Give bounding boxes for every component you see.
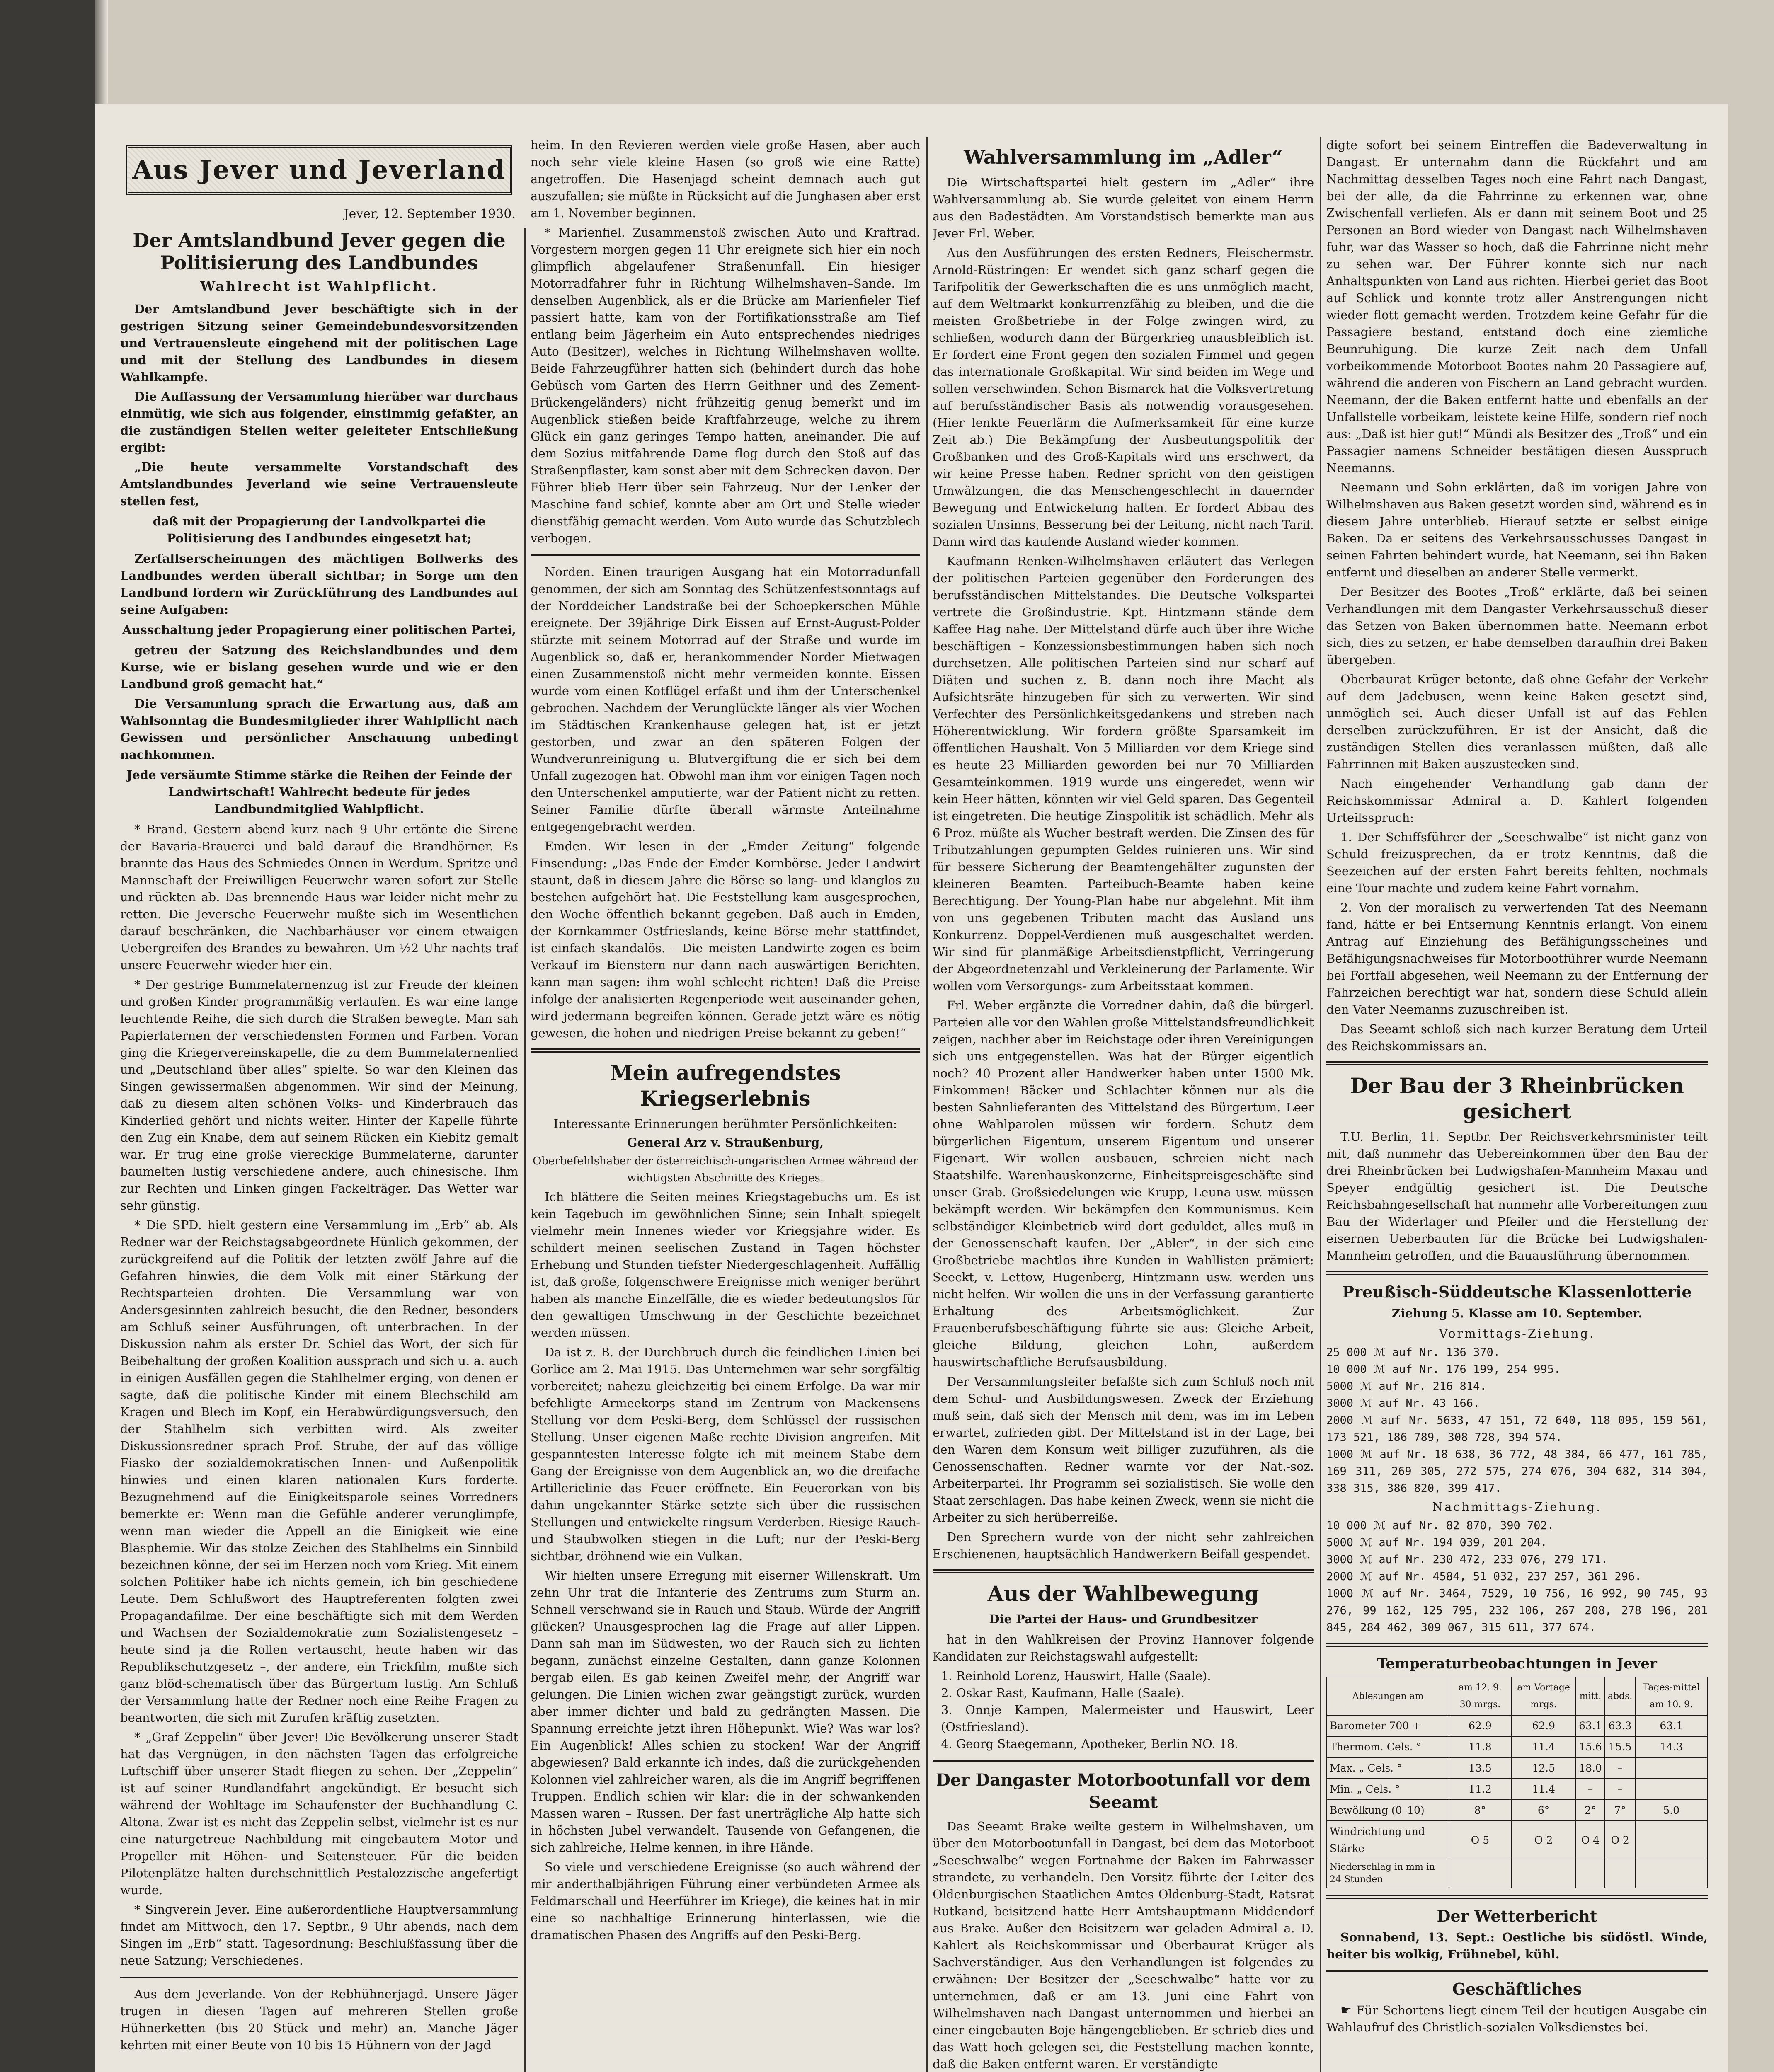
table-header: am 12. 9. 30 mrgs. [1449, 1677, 1511, 1715]
paragraph: Ich blättere die Seiten meines Kriegstagebuchs um. Es ist kein Tagebuch im gewöhnlichen Sinne; sein Inhalt spiegelt vielmehr mein Innenes wieder vor Kriegsjahre wider. Es schildert meinen seelischen Zustand in Tagen höchster Erhebung und Stunden tiefster Niedergeschlagenheit. Auffällig ist, daß große, folgenschwere Ereignisse mich weniger berührt haben als manche Einzelfälle, die es wieder bedeutungslos für den gewaltigen Umschwung in der Geschichte bezeichnet werden müssen. [531, 1190, 920, 1340]
candidate-item: 3. Onnje Kampen, Malermeister und Hauswirt, Leer (Ostfriesland). [941, 1703, 1314, 1734]
article-subtitle-wahlrecht: Wahlrecht ist Wahlpflicht. [200, 278, 438, 294]
masthead-title: Aus Jever und Jeverland [132, 155, 506, 185]
subtitle: Die Partei der Haus- und Grundbesitzer [989, 1612, 1258, 1626]
column-1 [120, 137, 518, 2072]
author-name: General Arz v. Straußenburg, [627, 1135, 824, 1150]
news-bummelaternen: * Der gestrige Bummelaternenzug ist zur Freude der kleinen und großen Kinder programmäßig verlaufen. Es war eine lange leuchtende Reihe, die sich durch die Straßen bewegte. Man sah Papierlaternen der verschiedensten Formen und Farben. Voran ging die Kriegervereinskapelle, die zu dem Bummelaternenlied und „Deutschland über alles“ spielte. So war den Kleinen das Singen gewissermaßen abgenommen. Wir sind der Meinung, daß zu diesem alten schönen Volks- und Kinderbrauch das Kinderlied gehört und nichts weiter. Hinter der Kapelle führte den Zug ein Knabe, dem auf seinem Rücken ein Kiebitz gemalt war. Er trug eine große viereckige Bummelaterne, darunter baumelten lustig verschiedene andere, auch chinesische. Ihm zur Rechten und Linken gingen Fackelträger. Das Wetter war sehr günstig. [120, 978, 518, 1213]
paragraph: hat in den Wahlkreisen der Provinz Hannover folgende Kandidaten zur Reichstagswahl aufgestellt: [933, 1632, 1314, 1663]
lottery-afternoon-heading: Nachmittags-Ziehung. [1432, 1500, 1602, 1514]
business-title: Geschäftliches [1452, 1980, 1582, 1998]
weather-title: Der Wetterbericht [1437, 1907, 1597, 1925]
table-header: am Vortage mrgs. [1511, 1677, 1576, 1715]
masthead-box [126, 145, 512, 195]
paragraph: T.U. Berlin, 11. Septbr. Der Reichsverkehrsminister teilt mit, daß nunmehr das Uebereinkommen über den Bau der drei Rheinbrücken bei Ludwigshafen-Mannheim Maxau und Speyer endgültig gesichert ist. Die Deutsche Reichsbahngesellschaft hat nunmehr alle Vorbereitungen zum Bau der Widerlager und Pfeiler und die Herstellung der eisernen Ueberbauten für die Brücke bei Ludwigshafen-Mannheim getroffen, und die Bauausführung übernommen. [1326, 1130, 1708, 1263]
lottery-line: 25 000 ℳ auf Nr. 136 370. [1326, 1346, 1500, 1359]
table-row: Niederschlag in mm in 24 Stunden [1327, 1859, 1707, 1888]
news-spd: * Die SPD. hielt gestern eine Versammlung im „Erb“ ab. Als Redner war der Reichstagsabgeordnete Hünlich gekommen, der zurückgreifend auf die Politik der letzten zwölf Jahre auf die Gefahren hinwies, die dem Volk mit einer Stärkung der Rechtsparteien drohten. Die Versammlung war von Andersgesinnten zahlreich besucht, die den Redner, besonders am Schluß seiner Ausführungen, oft unterbrachen. In der Diskussion nahm als erster Dr. Schiel das Wort, der sich für Beibehaltung der großen Koalition aussprach und sich u. a. auch in einigen Ausfällen gegen die Stahlhelmer erging, von denen er sagte, daß die politische Kinder mit einem Blechschild am Kragen und Blech im Kopf, ein Herabwürdigungsversuch, den der Stahlhelm sich verbitten wird. Als zweiter Diskussionsredner sprach Prof. Strube, der auf das völlige Fiasko der sozialdemokratischen Innen- und Außenpolitik hinwies und einen klaren nationalen Kurs forderte. Bezugnehmend auf die Einigkeitsparole seines Vorredners bemerkte er: Wenn man die Gefühle anderer verunglimpfe, wenn man wieder die Appell an die Einigkeit wie eine Blasphemie. Wir das stolze Zeichen des Stahlhelms ein Sinnbild bezeichnen könne, der sei im Herzen noch vom Krieg. Mit einem solchen Politiker habe ich nichts gemein, ich bin geschiedene Leute. Dem Schlußwort des Hauptreferenten folgten zwei Propagandafilme. Der eine beschäftigte sich mit dem Werden und Wachsen der Sozialdemokratie zum Sozialistengesetz – heute sind ja die Rollen vertauscht, heute haben wir das Republikschutzgesetz –, der andere, ein Trickfilm, mußte sich ganz blöd-schematisch über das Bürgertum lustig. Am Schluß der Versammlung hatte der Redner noch eine Reihe Fragen zu beantworten, die sich mit Zurufen kräftig zusetzten. [120, 1218, 518, 1725]
table-row: Max. „ Cels. ° 13.5 12.5 18.0 – [1327, 1757, 1707, 1779]
paragraph: Oberbaurat Krüger betonte, daß ohne Gefahr der Verkehr auf dem Jadebusen, wenn keine Baken gesetzt sind, unmöglich sei. Auch dieser Unfall ist auf das Fehlen derselben zurückzuführen. Er ist der Ansicht, daß die zuständigen Stellen dies veranlassen müßten, daß alle Fahrrinnen mit Baken auszustecken sind. [1326, 672, 1708, 771]
table-header: Ablesungen am [1327, 1677, 1449, 1715]
double-divider [1326, 1895, 1708, 1899]
article-title-wahlbewegung: Aus der Wahlbewegung [987, 1581, 1259, 1606]
paragraph: Das Seeamt schloß sich nach kurzer Beratung dem Urteil des Reichskommissars an. [1326, 1022, 1708, 1053]
column-4 [1326, 137, 1708, 2072]
column-2 [531, 137, 920, 2072]
paragraph: digte sofort bei seinem Eintreffen die Badeverwaltung in Dangast. Er unternahm dann die Rückfahrt und am Nachmittag desselben Tages noch eine Fahrt nach Dangast, bei der alle, da die Fahrrinne zu erkennen war, ohne Zwischenfall verliefen. Als er dann mit seinem Boot und 25 Personen an Bord wieder von Dangast nach Wilhelmshaven fuhr, war das Wasser so hoch, daß die Fahrrinne nicht mehr zu sehen war. Der Führer konnte sich nur nach Anhaltspunkten von Land aus richten. Hierbei geriet das Boot auf Schlick und konnte trotz aller Anstrengungen nicht wieder flott gemacht werden. Trotzdem keine Gefahr für die Passagiere bestand, entstand doch eine ziemliche Beunruhigung. Die kurze Zeit nach dem Unfall vorbeikommende Motorboot Bootes nahm 20 Passagiere auf, während die anderen von Fischern an Land gebracht wurden. Neemann, der die Baken entfernt hatte und ebenfalls an der Unfallstelle vorbeikam, leistete keine Hilfe, sondern rief noch aus: „Daß ist hier gut!“ Mündi als Besitzer des „Troß“ und ein Passagier namens Schneider bestätigen diesen Ausspruch Neemanns. [1326, 138, 1708, 475]
lottery-line: 5000 ℳ auf Nr. 216 814. [1326, 1380, 1487, 1393]
table-row: Thermom. Cels. ° 11.8 11.4 15.6 15.5 14.3 [1327, 1736, 1707, 1757]
weather-text: Sonnabend, 13. Sept.: Oestliche bis südöstl. Winde, heiter bis wolkig, Frühnebel, kühl. [1326, 1930, 1708, 1961]
column-rule [524, 228, 526, 2072]
table-row: Windrichtung und Stärke O 5 O 2 O 4 O 2 [1327, 1821, 1707, 1859]
paragraph: Den Sprechern wurde von der nicht sehr zahlreichen Erschienenen, hauptsächlich Handwerkern Beifall gespendet. [933, 1530, 1314, 1561]
paragraph: 2. Von der moralisch zu verwerfenden Tat des Neemann fand, hätte er bei Entsernung Kenntnis erlangt. Von einem Antrag auf Einziehung des Befähigungsscheines und Befähigungsnachweises für Motorbootführer wurde Neemann bei Fortfall abgesehen, weil Neemann zu der Entfernung der Fahrzeichen berechtigt war hat, sondern diese Schuld allein den Vater Neemanns zuzuschreiben ist. [1326, 900, 1708, 1017]
lottery-line: 10 000 ℳ auf Nr. 176 199, 254 995. [1326, 1363, 1561, 1376]
paragraph: Die Wirtschaftspartei hielt gestern im „Adler“ ihre Wahlversammlung ab. Sie wurde geleitet von einem Herrn aus den Badestädten. Am Vorstandstisch bemerkte man aus Jever Frl. Weber. [933, 175, 1314, 240]
candidate-item: 1. Reinhold Lorenz, Hauswirt, Halle (Saale). [941, 1669, 1211, 1683]
paragraph: Da ist z. B. der Durchbruch durch die feindlichen Linien bei Gorlice am 2. Mai 1915. Das Unternehmen war sehr sorgfältig vorbereitet; nahezu gleichzeitig bei einem Erfolge. Da war mir befehligte Armeekorps stand im Zentrum von Mackensens Stellung vor dem Peski-Berg, dem Schlüssel der russischen Stellung. Unser eigenen Maße rechte Division angreifen. Mit gespanntesten Interesse folgte ich mit meinem Stabe dem Gang der Ereignisse von dem Augenblick an, wo die dreifache Artillerielinie das Feuer eröffnete. Ein Feuerorkan von bis dahin ungekannter Stärke setzte sich über die russischen Stellungen und entwickelte ringsum Verderben. Riesige Rauch- und Staubwolken stiegen in die Luft; nur der Peski-Berg sichtbar, dröhnend wie ein Vulkan. [531, 1345, 920, 1563]
binding-strip [0, 0, 95, 2072]
paragraph: Die Auffassung der Versammlung hierüber war durchaus einmütig, wie sich aus folgender, einstimmig gefaßter, an die zuständigen Stellen weiter geleiteter Entschließung ergibt: [120, 390, 518, 455]
newspaper-page [95, 104, 1728, 2072]
temperature-table [1326, 1677, 1708, 1888]
table-header: Tages-mittel am 10. 9. [1635, 1677, 1707, 1715]
lottery-line: 2000 ℳ auf Nr. 5633, 47 151, 72 640, 118 095, 159 561, 173 521, 186 789, 308 728, 394 574. [1326, 1414, 1708, 1444]
lottery-line: 5000 ℳ auf Nr. 194 039, 201 204. [1326, 1536, 1547, 1549]
news-emden: Emden. Wir lesen in der „Emder Zeitung“ folgende Einsendung: „Das Ende der Emder Kornbörse. Jeder Landwirt staunt, daß in diesem Jahre die Börse so lang- und klanglos zu bestehen aufgehört hat. Die Feststellung kam ausgesprochen, den Woche öffentlich bekannt gegeben. Daß auch in Emden, der Kornkammer Ostfrieslands, keine Börse mehr stattfindet, ist einfach skandalös. – Die meisten Landwirte zogen es beim Verkauf im Bienstern nur dann nach auswärtigen Berichten. kann man sagen: ihm wohl schlecht richten! Daß die Preise infolge der analisierten Regenperiode weit auseinander gehen, wird jedermann begreifen können. Gerade jetzt wäre es nötig gewesen, die hohen und niedrigen Preise bekannt zu geben!“ [531, 839, 920, 1040]
temperature-title: Temperaturbeobachtungen in Jever [1377, 1656, 1657, 1672]
lottery-subtitle: Ziehung 5. Klasse am 10. September. [1391, 1306, 1643, 1320]
paragraph: Der Amtslandbund Jever beschäftigte sich in der gestrigen Sitzung seiner Gemeindebundesvorsitzenden und Vertrauensleute eingehend mit der politischen Lage und mit der Stellung des Landbundes in diesem Wahlkampfe. [120, 302, 518, 384]
lottery-line: 2000 ℳ auf Nr. 4584, 51 032, 237 257, 361 296. [1326, 1570, 1642, 1583]
news-norden: Norden. Einen traurigen Ausgang hat ein Motorradunfall genommen, der sich am Sonntag des Schützenfestsonntags auf der Norddeicher Landstraße bei der Schoepkerschen Mühle ereignete. Der 39jährige Dirk Eissen auf Ernst-August-Polder stürzte mit seinem Motorrad auf der Straße und wurde im Augenblick so, daß er, herankommender Norder Mietwagen einen Zusammenstoß nicht mehr vermeiden konnte. Eissen wurde vom einen Kotflügel erfaßt und ihm der Unterschenkel gebrochen. Nachdem der Verunglückte länger als vier Wochen im Städtischen Krankenhause gelegen hat, ist er jetzt gestorben, und zwar an den späteren Folgen der Wundverunreinigung u. Blutvergiftung die er sich bei dem Unfall zugezogen hat. Obwohl man ihm vor einigen Tagen noch den Unterschenkel amputierte, war der Patient nicht zu retten. Seiner Familie dürfte überall wärmste Anteilnahme entgegengebracht werden. [531, 565, 920, 834]
author-description: Oberbefehlshaber der österreichisch-ungarischen Armee während der wichtigsten Abschnitte des Krieges. [532, 1155, 919, 1184]
divider [1326, 1970, 1708, 1972]
double-divider [531, 1048, 920, 1053]
divider [120, 1977, 518, 1978]
table-row: Min. „ Cels. ° 11.2 11.4 – – [1327, 1779, 1707, 1800]
column-rule [1320, 137, 1321, 2072]
news-brand: * Brand. Gestern abend kurz nach 9 Uhr ertönte die Sirene der Bavaria-Brauerei und bald darauf die Brandhörner. Es brannte das Haus des Schmiedes Onnen in Werdum. Spritze und Mannschaft der Freiwilligen Feuerwehr waren sofort zur Stelle und rückten ab. Das brennende Haus war leider nicht mehr zu retten. Die Jeversche Feuerwehr mußte sich im Wesentlichen darauf beschränken, die Nachbarhäuser vor einem etwaigen Uebergreifen des Brandes zu bewahren. Um ½2 Uhr nachts traf unsere Feuerwehr wieder hier ein. [120, 822, 518, 972]
table-row: Bewölkung (0–10) 8° 6° 2° 7° 5.0 [1327, 1800, 1707, 1821]
dateline: Jever, 12. September 1930. [344, 207, 516, 221]
news-rebhuehnerjagd: Aus dem Jeverlande. Von der Rebhühnerjagd. Unsere Jäger trugen in diesen Tagen auf mehreren Stellen große Hühnerketten (bis 20 Stück und mehr) an. Manche Jäger kehrten mit einer Beute von 10 bis 15 Hühnern von der Jagd [120, 1987, 518, 2052]
lottery-morning-heading: Vormittags-Ziehung. [1439, 1326, 1595, 1341]
paragraph: Der Besitzer des Bootes „Troß“ erklärte, daß bei seinen Verhandlungen mit dem Dangaster Verkehrsausschuß dieser das Setzen von Baken übernommen hatte. Neemann erbot sich, dies zu setzen, er habe demselben daraufhin drei Baken übergeben. [1326, 585, 1708, 667]
business-notice: ☛ Für Schortens liegt einem Teil der heutigen Ausgabe ein Wahlaufruf des Christlich-sozialen Volksdienstes bei. [1326, 2003, 1708, 2034]
paragraph: 1. Der Schiffsführer der „Seeschwalbe“ ist nicht ganz von Schuld freizusprechen, da er trotz Kenntnis, daß die Seezeichen auf der ersten Fahrt bereits fehlten, nochmals eine Tour machte und zudem keine Fahrt vornahm. [1326, 830, 1708, 895]
candidate-item: 4. Georg Staegemann, Apotheker, Berlin NO. 18. [941, 1737, 1238, 1751]
paragraph: „Die heute versammelte Vorstandschaft des Amtslandbundes Jeverland wie seine Vertrauensleute stellen fest, [120, 460, 518, 508]
double-divider [1326, 1271, 1708, 1275]
paragraph: Das Seeamt Brake weilte gestern in Wilhelmshaven, um über den Motorbootunfall in Dangast, bei dem das Motorboot „Seeschwalbe“ wegen Fortnahme der Baken im Fahrwasser strandete, zu verhandeln. Den Vorsitz führte der Leiter des Oldenburgischen Staatlichen Amtes Oldenburg-Stadt, Ratsrat Rutkand, beisitzend hatte Herr Amtshauptmann Middendorf aus Brake. Außer den Beisitzern war geladen Admiral a. D. Kahlert als Reichskommissar und Oberbaurat Krüger als Sachverständiger. Aus den Verhandlungen ist folgendes zu erwähnen: Der Besitzer der „Seeschwalbe“ hatte vor zu unternehmen, daß er am 13. Juni eine Fahrt von Wilhelmshaven nach Dangast unternommen und hierbei an einer eingebauten Boje hängengeblieben. Er schrieb dies und das Watt hoch gelegen sei, die Feststellung machen konnte, daß die Baken entfernt waren. Er verständigte [933, 1819, 1314, 2071]
lottery-line: 10 000 ℳ auf Nr. 82 870, 390 702. [1326, 1519, 1554, 1532]
lottery-line: 3000 ℳ auf Nr. 43 166. [1326, 1397, 1480, 1410]
paragraph: Neemann und Sohn erklärten, daß im vorigen Jahre von Wilhelmshaven aus Baken gesetzt worden sind, während es in diesem Jahre unterblieb. Hierauf setzte er selbst einige Baken. Da er seitens des Verkehrsausschusses Dangast in seinen Fahrten behindert wurde, hat Neemann, sei ihn Baken entfernt und dieselben an anderer Stelle vermerkt. [1326, 480, 1708, 579]
pointing-hand-icon: ☛ [1340, 2003, 1357, 2018]
double-divider [933, 1569, 1314, 1573]
column-rule [926, 137, 928, 2072]
paragraph: So viele und verschiedene Ereignisse (so auch während der mir anderthalbjährigen Führung einer verbündeten Armee als Feldmarschall und Heerführer im Kriege), die keines hat in mir eine so nachhaltige Erinnerung hinterlassen, wie die dramatischen Phasen des Angriffs auf den Peski-Berg. [531, 1860, 920, 1942]
paragraph: Wir hielten unsere Erregung mit eiserner Willenskraft. Um zehn Uhr trat die Infanterie des Zentrums zum Sturm an. Schnell verschwand sie in Rauch und Staub. Würde der Angriff glücken? Unausgesprochen lag die Frage auf aller Lippen. Dann sah man im Südwesten, wo der Rauch sich zu lichten begann, zunächst einzelne Gestalten, dann ganze Kolonnen bergab eilen. Es gab keinen Zweifel mehr, der Angriff war gelungen. Die Linien wichen zwar geängstigt zurück, wurden aber immer dichter und bald zu gedrängten Massen. Die Spannung erreichte jetzt ihren Höhepunkt. Wie? Was war los? Ein Augenblick! Alles schien zu stocken! War der Angriff abgewiesen? Bald erkannte ich indes, daß die zurückgehenden Kolonnen viel zahlreicher waren, als die im Angriff begriffenen Truppen. Endlich schien wir klar: die in der schwankenden Massen waren – Russen. Der fast unerträgliche Alp hatte sich in höchsten Jubel verwandelt. Tausende von Gefangenen, die sich zahlreiche, Helme kennen, in ihre Hände. [531, 1569, 920, 1854]
paragraph: Die Versammlung sprach die Erwartung aus, daß am Wahlsonntag die Bundesmitglieder ihrer Wahlpflicht nach Gewissen und persönlicher Anschauung unbedingt nachkommen. [120, 697, 518, 762]
article-title-dangast: Der Dangaster Motorbootunfall vor dem Seeamt [936, 1770, 1311, 1812]
article-title-kriegserlebnis: Mein aufregendstes Kriegserlebnis [610, 1060, 841, 1111]
divider [531, 554, 920, 556]
article-title-rheinbruecken: Der Bau der 3 Rheinbrücken gesichert [1350, 1073, 1684, 1123]
news-zeppelin: * „Graf Zeppelin“ über Jever! Die Bevölkerung unserer Stadt hat das Vergnügen, in den nächsten Tagen das erfolgreiche Luftschiff über unserer Stadt fliegen zu sehen. Der „Zeppelin“ ist auf seiner Rundlandfahrt angekündigt. Er besucht sich während der Wohltage im Schaufenster der Buchhandlung C. Altona. Zwar ist es nicht das Zeppelin selbst, vielmehr ist es nur eine naturgetreue Nachbildung mit eingebautem Motor und Propeller mit Höhen- und Seitensteuer. Für die beiden Pilotenplätze halten durchschnittlich Pestalozzische angefertigt wurde. [120, 1730, 518, 1897]
subtitle: Interessante Erinnerungen berühmter Persönlichkeiten: [553, 1117, 897, 1131]
double-divider [1326, 1061, 1708, 1065]
news-singverein: * Singverein Jever. Eine außerordentliche Hauptversammlung findet am Mittwoch, den 17. Septbr., 9 Uhr abends, nach dem Singen im „Erb“ statt. Tagesordnung: Beschlußfassung über die neue Satzung; Verschiedenes. [120, 1903, 518, 1968]
paragraph: Der Versammlungsleiter befaßte sich zum Schluß noch mit dem Schul- und Ausbildungswesen. Zweck der Erziehung muß sein, daß sich der Mensch mit dem, was im im Leben erwartet, zufrieden gibt. Der Mittelstand ist in der Lage, bei den Waren dem Konsum weit billiger zuzuführen, als die Genossenschaften. Redner warnte vor der Nat.-soz. Arbeiterpartei. Ihr Programm sei sozialistisch. Sie wolle den Staat zerschlagen. Das habe keinen Zweck, wenn sie nicht die Arbeiter zu sich herüberreiße. [933, 1375, 1314, 1525]
article-title-amtslandbund: Der Amtslandbund Jever gegen die Politisierung des Landbundes [133, 229, 506, 274]
lottery-line: 3000 ℳ auf Nr. 230 472, 233 076, 279 171. [1326, 1553, 1608, 1566]
table-header: abds. [1605, 1677, 1636, 1715]
table-header: mitt. [1576, 1677, 1605, 1715]
news-marienfiel: * Marienfiel. Zusammenstoß zwischen Auto und Kraftrad. Vorgestern morgen gegen 11 Uhr ereignete sich hier ein noch glimpflich abgelaufener Straßenunfall. Ein hiesiger Motorradfahrer fuhr in Richtung Wilhelmshaven–Sande. Im denselben Augenblick, als er die Brücke am Marienfieler Tief passiert hatte, kam von der Fortifikationsstraße am Tief entlang beim Jägerheim ein Auto entsprechendes niedriges Auto (Besitzer), welches in Richtung Wilhelmshaven wollte. Beide Fahrzeugführer hatten sich (behindert durch das hohe Gebüsch vom Garten des Herrn Geithner und des Zement-Brückengeländers) nicht frühzeitig genug bemerkt und im Augenblick stießen beide Kraftfahrzeuge, welche zu ihrem Glück ein ganz geringes Tempo hatten, aneinander. Die auf dem Sozius mitfahrende Dame flog durch den Stoß auf das Straßenpflaster, kam sonst aber mit dem Schrecken davon. Der Führer blieb Herr über sein Fahrzeug. Nur der Lenker der Maschine fand schief, konnte aber am Ort und Stelle wieder dienstfähig gemacht werden. Vom Auto wurde das Schutzblech verbogen. [531, 225, 920, 545]
paragraph: Aus den Ausführungen des ersten Redners, Fleischermstr. Arnold-Rüstringen: Er wendet sich ganz scharf gegen die Tarifpolitik der Gewerkschaften die es uns unmöglich macht, auf dem Weltmarkt konkurrenzfähig zu bleiben, und die die meisten Großbetriebe in der Folge zwingen wird, zu schließen, wodurch dann der Bürgerkrieg unausbleiblich ist. Er fordert eine Front gegen den sozialen Fimmel und gegen das internationale Großkapital. Wir sind beiden im Wege und sollen verschwinden. Schon Bismarck hat die Volksvertretung auf berufsständischer Basis als notwendig vorausgesehen. (Hier lenkte Feuerlärm die Aufmerksamkeit für eine kurze Zeit ab.) Die Bekämpfung der Ausbeutungspolitik der Großbanken und des Groß-Kapitals wird uns erschwert, da wir keine Presse haben. Redner spricht von den geistigen Umwälzungen, die das Menschengeschlecht in dauernder Bewegung und Entwickelung halten. Er fordert Abbau des sozialen Unsinns, Besserung bei der Leitung, nicht nach Tarif. Dann wird das kaufende Ausland wieder kommen. [933, 246, 1314, 549]
paragraph: Frl. Weber ergänzte die Vorredner dahin, daß die bürgerl. Parteien alle vor den Wahlen große Mittelstandsfreundlichkeit zeigen, nachher aber im Reichstage oder ihren Vereinigungen sich uns entgegenstellen. Was hat der Bürger eigentlich noch? 40 Prozent aller Handwerker haben unter 1500 Mk. Einkommen! Bäcker und Schlachter können nur als die besten Sahnlieferanten des Mittelstand des Bürgertum. Leer ohne Wahlparolen müssen wir fordern. Schutz dem bürgerlichen Eigentum, unserem Eigentum und unserer Eigenart. Wir wollen ausbauen, schreien nicht nach Staatshilfe. Warenhauskonzerne, Einheitspreisgeschäfte sind unser Grab. Großsiedelungen wie Krupp, Leuna usw. müssen bekämpft werden. Wir bekämpfen den Kommunismus. Kein selbständiger Kleinbetrieb wird dort geduldet, alles muß in der Genossenschaft kaufen. Der „Abler“, in der sich eine Großbetriebe machtlos ihre Kunden in Wahllisten prämiert: Seeckt, v. Lettow, Hugenberg, Hintzmann usw. werden uns nicht helfen. Wir wollen die uns in der Verfassung garantierte Erhaltung des Arbeitsmöglichkeit. Zur Frauenberufsbeschäftigung führte sie aus: Gleiche Arbeit, gleiche Bildung, gleichen Lohn, außerdem hauswirtschaftliche Berufsausbildung. [933, 998, 1314, 1369]
lottery-line: 1000 ℳ auf Nr. 3464, 7529, 10 756, 16 992, 90 745, 93 276, 99 162, 125 795, 232 106, 267 208, 278 196, 281 845, 284 462, 309 067, 315 611, 377 674. [1326, 1587, 1708, 1634]
centered-clause: daß mit der Propagierung der Landvolkpartei die Politisierung des Landbundes eingesetzt hat; [153, 514, 486, 545]
centered-clause: Jede versäumte Stimme stärke die Reihen der Feinde der Landwirtschaft! Wahlrecht bedeute für jedes Landbundmitglied Wahlpflicht. [126, 768, 512, 816]
lottery-line: 1000 ℳ auf Nr. 18 638, 36 772, 48 384, 66 477, 161 785, 169 311, 269 305, 272 575, 274 076, 304 682, 314 304, 338 315, 386 820, 399 417. [1326, 1448, 1708, 1495]
paragraph: Nach eingehender Verhandlung gab dann der Reichskommissar Admiral a. D. Kahlert folgenden Urteilsspruch: [1326, 777, 1708, 825]
column-3 [933, 137, 1314, 2072]
double-divider [1326, 1643, 1708, 1647]
paragraph: getreu der Satzung des Reichslandbundes und dem Kurse, wie er bislang gesehen wurde und wie er den Landbund groß gemacht hat.“ [120, 643, 518, 691]
paragraph: Zerfallserscheinungen des mächtigen Bollwerks des Landbundes werden überall sichtbar; in Sorge um den Landbund fordern wir Zurückführung des Landbundes auf seine Aufgaben: [120, 552, 518, 617]
article-title-wahlversammlung: Wahlversammlung im „Adler“ [964, 146, 1283, 168]
paragraph: Kaufmann Renken-Wilhelmshaven erläutert das Verlegen der politischen Parteien gegenüber den Forderungen des berufsständischen Mittelstandes. Die Deutsche Volkspartei vertrete die Großindustrie. Kpt. Hintzmann stände dem Kaffee Hag nahe. Der Mittelstand dürfe auch über ihre Wiche beschäftigen – Konzessionsbestimmungen haben sich noch durchsetzen. Alle politischen Parteien sind nur scharf auf Diäten und suchen z. B. dann noch ihre Macht als Aufsichtsräte hinzugeben für sich zu verwerten. Wir sind Verfechter des Persönlichkeitsgedankens und streben nach Höherentwicklung. Wir fordern größte Sparsamkeit im öffentlichen Haushalt. Von 5 Milliarden vor dem Kriege sind es heute 23 Milliarden geworden bei nur 70 Milliarden Gesamteinkommen. 1919 wurde uns eingeredet, wenn wir kein Heer hätten, könnten wir viel Geld sparen. Das Gegenteil ist eingetreten. Die heutige Zinspolitik ist schädlich. Mehr als 6 Proz. müßte als Wucher bestraft werden. Die Zinsen des für Tributzahlungen gepumpten Geldes ruinieren uns. Wir sind für bessere Sicherung der Beamtengehälter zugunsten der kleineren Beamten. Parteibuch-Beamte haben keine Berechtigung. Der Young-Plan habe nur abgelehnt. Mit ihm von uns gegebenen Tributen macht das Ausland uns Konkurrenz. Doppel-Verdienen muß ausgeschaltet werden. Wir sind für planmäßige Arbeitsdienstpflicht, Verringerung der Abgeordnetenzahl und Verkleinerung der Parlamente. Wir wollen vom Versorgungs- zum Arbeitsstaat kommen. [933, 554, 1314, 993]
lottery-title: Preußisch-Süddeutsche Klassenlotterie [1342, 1283, 1692, 1301]
table-row: Barometer 700 + 62.9 62.9 63.1 63.3 63.1 [1327, 1715, 1707, 1736]
centered-clause: Ausschaltung jeder Propagierung einer politischen Partei, [122, 623, 516, 637]
candidate-item: 2. Oskar Rast, Kaufmann, Halle (Saale). [941, 1686, 1185, 1700]
paragraph: heim. In den Revieren werden viele große Hasen, aber auch noch sehr viele kleine Hasen (so groß wie eine Ratte) angetroffen. Die Hasenjagd scheint demnach auch gut auszufallen; sie müßte in Rücksicht auf die Junghasen aber erst am 1. November beginnen. [531, 138, 920, 220]
divider [933, 1760, 1314, 1762]
